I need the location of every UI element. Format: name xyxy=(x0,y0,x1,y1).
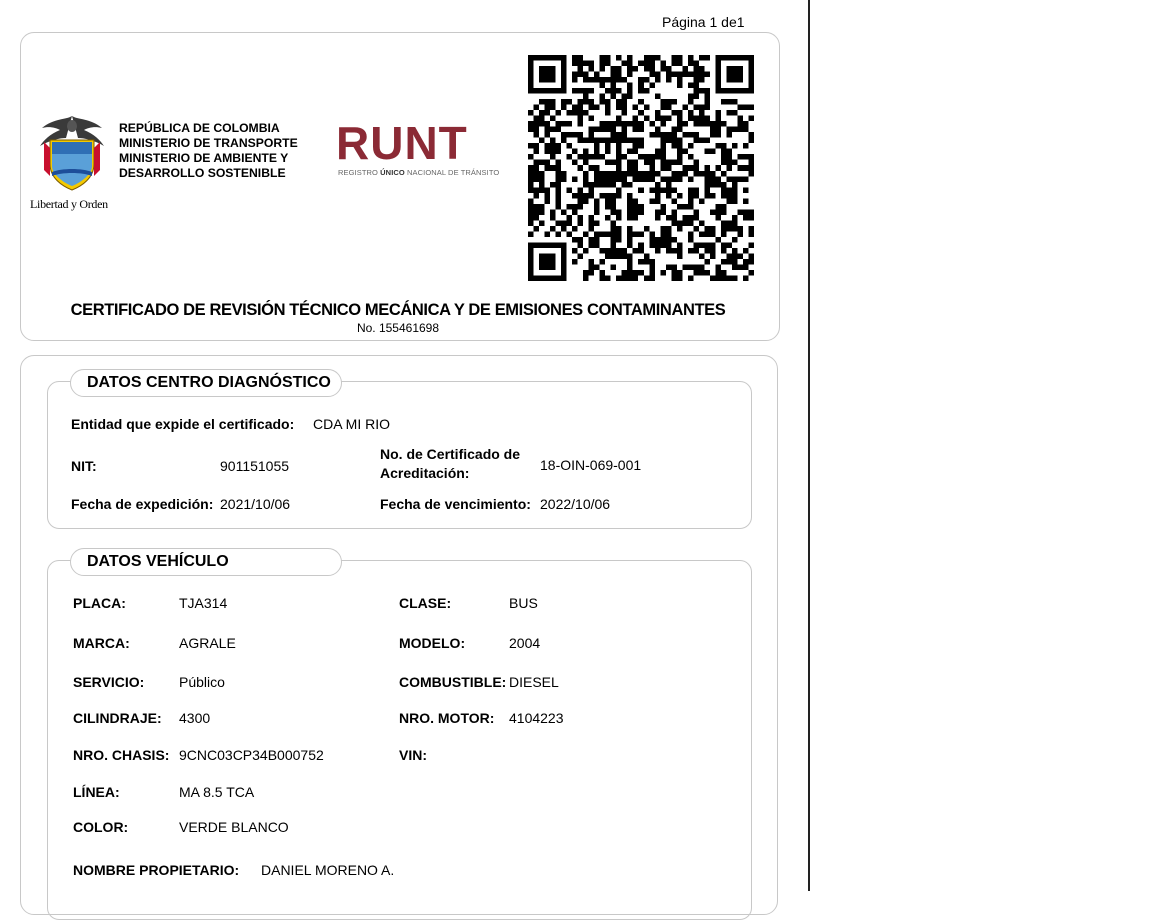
servicio-label: SERVICIO: xyxy=(73,674,145,690)
certificate-title: CERTIFICADO DE REVISIÓN TÉCNICO MECÁNICA Y DE EMISIONES CONTAMINANTES xyxy=(70,301,726,319)
color-label: COLOR: xyxy=(73,819,129,835)
motto: Libertad y Orden xyxy=(30,197,108,211)
marca-label: MARCA: xyxy=(73,635,130,651)
runt-subtitle xyxy=(338,168,499,177)
gov-line: MINISTERIO DE AMBIENTE Y xyxy=(119,151,289,165)
runt-subtitle-prefix: REGISTRO xyxy=(338,168,381,177)
vehiculo-section-title: DATOS VEHÍCULO xyxy=(70,548,342,576)
gov-line: REPÚBLICA DE COLOMBIA xyxy=(119,121,280,135)
gov-line: DESARROLLO SOSTENIBLE xyxy=(119,166,286,180)
placa-label: PLACA: xyxy=(73,595,126,611)
cilindraje-value: 4300 xyxy=(179,710,211,726)
entidad-value: CDA MI RIO xyxy=(313,416,391,432)
motor-value: 4104223 xyxy=(509,710,564,726)
entidad-label: Entidad que expide el certificado: xyxy=(71,416,295,432)
modelo-label: MODELO: xyxy=(399,635,466,651)
acreditacion-label-line: No. de Certificado de xyxy=(380,446,521,462)
chasis-label: NRO. CHASIS: xyxy=(73,747,170,763)
vin-label: VIN: xyxy=(399,747,427,763)
expedicion-value: 2021/10/06 xyxy=(220,496,291,512)
propietario-label: NOMBRE PROPIETARIO: xyxy=(73,862,240,878)
chasis-value: 9CNC03CP34B000752 xyxy=(179,747,324,763)
centro-section-title: DATOS CENTRO DIAGNÓSTICO xyxy=(70,369,342,397)
vencimiento-value: 2022/10/06 xyxy=(540,496,611,512)
acreditacion-value: 18-OIN-069-001 xyxy=(540,457,642,473)
clase-label: CLASE: xyxy=(399,595,452,611)
qr-code-icon xyxy=(528,55,754,281)
runt-subtitle-bold: ÚNICO xyxy=(380,168,405,177)
government-lines xyxy=(119,121,298,181)
modelo-value: 2004 xyxy=(509,635,541,651)
clase-value: BUS xyxy=(509,595,538,611)
combustible-value: DIESEL xyxy=(509,674,559,690)
motor-label: NRO. MOTOR: xyxy=(399,710,495,726)
color-value: VERDE BLANCO xyxy=(179,819,289,835)
linea-label: LÍNEA: xyxy=(73,784,120,800)
gov-line: MINISTERIO DE TRANSPORTE xyxy=(119,136,298,150)
acreditacion-label xyxy=(380,445,520,483)
acreditacion-label-line: Acreditación: xyxy=(380,465,470,481)
nit-value: 901151055 xyxy=(220,458,290,474)
marca-value: AGRALE xyxy=(179,635,236,651)
nit-label: NIT: xyxy=(71,458,97,474)
colombia-coat-of-arms-icon xyxy=(36,112,108,192)
certificate-number: No. 155461698 xyxy=(356,321,440,335)
cilindraje-label: CILINDRAJE: xyxy=(73,710,162,726)
placa-value: TJA314 xyxy=(179,595,228,611)
runt-subtitle-suffix: NACIONAL DE TRÁNSITO xyxy=(404,168,500,177)
propietario-value: DANIEL MORENO A. xyxy=(261,862,395,878)
runt-logo: RUNT xyxy=(336,117,468,169)
combustible-label: COMBUSTIBLE: xyxy=(399,674,507,690)
page-indicator: Página 1 de1 xyxy=(662,14,745,30)
vencimiento-label: Fecha de vencimiento: xyxy=(380,496,531,512)
linea-value: MA 8.5 TCA xyxy=(179,784,255,800)
expedicion-label: Fecha de expedición: xyxy=(71,496,214,512)
servicio-value: Público xyxy=(179,674,225,690)
